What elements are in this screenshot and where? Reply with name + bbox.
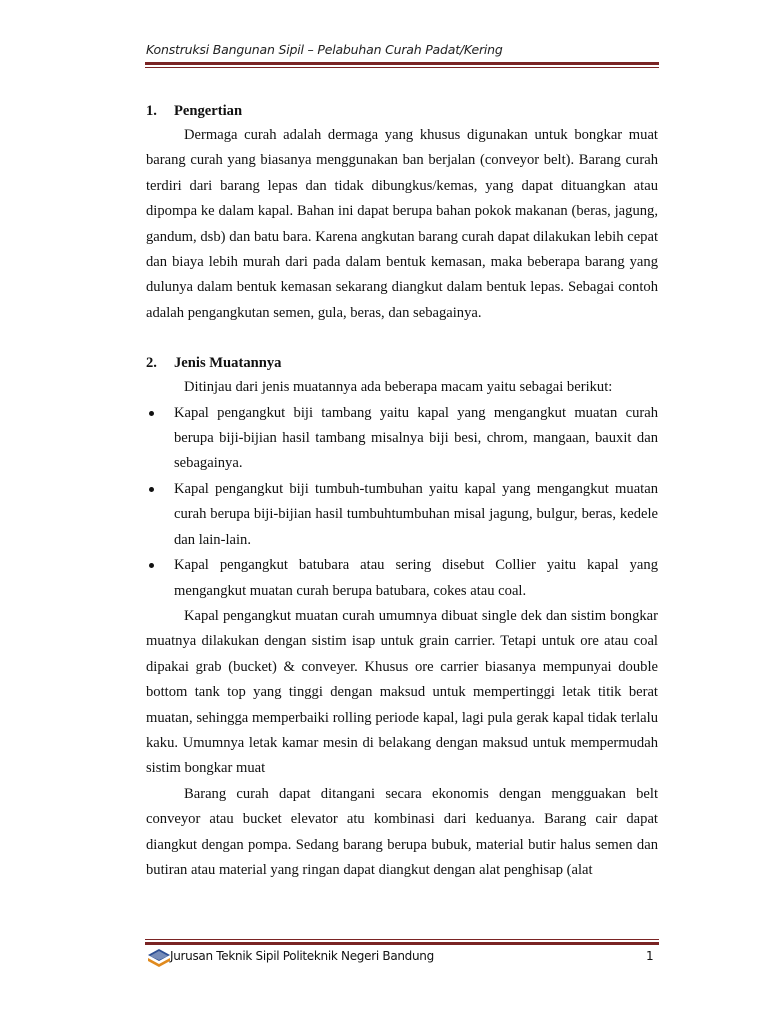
paragraph-kapal-curah: Kapal pengangkut muatan curah umumnya dibuat single dek dan sistim bongkar muatnya dilakukan dengan sistim isap untuk grain carrier. Tetapi untuk ore atau coal dipakai grab (bucket) & conveyer. Khusus ore carrier biasanya mempunyai double bottom tank top yang tinggi dengan maksud untuk mempertinggi letak titik berat muatan, sehingga memperbaiki rolling periode kapal, lagi pula gerak kapal tidak terlalu kaku. Umumnya letak kamar mesin di belakang dengan maksud untuk mempermudah sistim bongkar muat: [146, 607, 658, 777]
document-body: [146, 99, 658, 883]
paragraph-pengertian: Dermaga curah adalah dermaga yang khusus digunakan untuk bongkar muat barang curah yang biasanya menggunakan ban berjalan (conveyor belt). Barang curah terdiri dari barang lepas dan tidak dibungkus/kemas, yang dapat dituangkan atau dipompa ke dalam kapal. Bahan ini dapat berupa bahan pokok makanan (beras, jagung, gandum, dsb) dan batu bara. Karena angkutan barang curah dapat dilakukan lebih cepat dan biaya lebih murah dari pada dalam bentuk kemasan, maka beberapa barang yang dulunya dalam bentuk kemasan sekarang diangkut dalam bentuk lepas. Sebagai contoh adalah pengangkutan semen, gula, beras, dan sebagainya.: [146, 127, 658, 321]
bullet-icon: [149, 411, 154, 416]
footer-rule-thin: [145, 939, 659, 940]
running-header-title: Konstruksi Bangunan Sipil – Pelabuhan Curah Padat/Kering: [146, 42, 503, 57]
section-title: Pengertian: [174, 103, 243, 119]
list-item-text: Kapal pengangkut batubara atau sering disebut Collier yaitu kapal yang mengangkut muatan curah berupa batubara, cokes atau coal.: [174, 557, 658, 599]
page-number: 1: [646, 949, 654, 963]
list-item: [146, 553, 658, 604]
list-item-text: Kapal pengangkut biji tambang yaitu kapal yang mengangkut muatan curah berupa biji-bijian hasil tambang misalnya biji besi, chrom, mangaan, bauxit dan sebagainya.: [174, 404, 658, 472]
footer-rule-thick: [145, 942, 659, 945]
section-heading-pengertian: [146, 99, 658, 123]
section-title: Jenis Muatannya: [174, 355, 282, 372]
list-item: [146, 401, 658, 477]
list-item: [146, 477, 658, 553]
section-heading-jenis-muatan: [146, 351, 658, 375]
header-rule-thin: [145, 67, 659, 68]
footer-institution: Jurusan Teknik Sipil Politeknik Negeri Bandung: [170, 949, 434, 963]
paragraph-barang-curah: Barang curah dapat ditangani secara ekonomis dengan mengguakan belt conveyor atau bucket elevator atu kombinasi dari keduanya. Barang cair dapat diangkut dengan pompa. Sedang barang berupa bubuk, material butir halus semen dan butiran atau material yang ringan dapat diangkut dengan alat penghisap (alat: [146, 785, 658, 878]
section-number: 1.: [146, 103, 157, 119]
header-rule-thick: [145, 62, 659, 65]
section-number: 2.: [146, 355, 157, 372]
bullet-list-kapal: [146, 401, 658, 604]
institution-logo-icon: [146, 947, 172, 969]
bullet-icon: [149, 487, 154, 492]
list-item-text: Kapal pengangkut biji tumbuh-tumbuhan yaitu kapal yang mengangkut muatan curah berupa biji-bijian hasil tumbuhtumbuhan misal jagung, bulgur, beras, kedele dan lain-lain.: [174, 480, 658, 548]
bullet-icon: [149, 563, 154, 568]
paragraph-intro-jenis: Ditinjau dari jenis muatannya ada beberapa macam yaitu sebagai berikut:: [184, 379, 613, 396]
